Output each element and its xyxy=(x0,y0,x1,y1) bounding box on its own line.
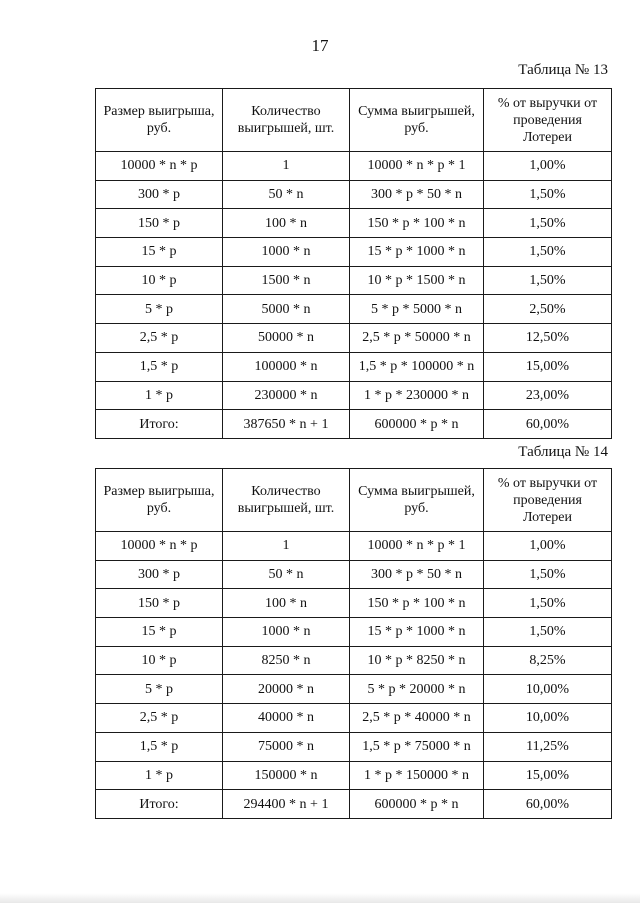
cell-prize-amount: 2,5 * p xyxy=(96,704,223,733)
cell-prize-count: 100 * n xyxy=(223,589,350,618)
table-row xyxy=(96,761,612,790)
header-prize-sum: Сумма выигрышей, руб. xyxy=(350,89,484,152)
cell-prize-sum: 600000 * p * n xyxy=(350,790,484,819)
header-revenue-percent: % от выручки от проведения Лотереи xyxy=(484,89,612,152)
cell-prize-sum: 1,5 * p * 100000 * n xyxy=(350,352,484,381)
table-row xyxy=(96,180,612,209)
cell-revenue-percent: 8,25% xyxy=(484,646,612,675)
cell-revenue-percent: 60,00% xyxy=(484,410,612,439)
cell-revenue-percent: 10,00% xyxy=(484,704,612,733)
cell-prize-amount: 2,5 * p xyxy=(96,324,223,353)
cell-prize-count: 8250 * n xyxy=(223,646,350,675)
cell-prize-sum: 2,5 * p * 40000 * n xyxy=(350,704,484,733)
cell-prize-sum: 10 * p * 8250 * n xyxy=(350,646,484,675)
cell-revenue-percent: 60,00% xyxy=(484,790,612,819)
cell-prize-sum: 10000 * n * p * 1 xyxy=(350,532,484,561)
table-row xyxy=(96,352,612,381)
cell-prize-amount: 1,5 * p xyxy=(96,732,223,761)
table-total-row xyxy=(96,410,612,439)
cell-revenue-percent: 23,00% xyxy=(484,381,612,410)
cell-revenue-percent: 15,00% xyxy=(484,761,612,790)
cell-prize-count: 20000 * n xyxy=(223,675,350,704)
cell-prize-sum: 10 * p * 1500 * n xyxy=(350,266,484,295)
cell-prize-sum: 15 * p * 1000 * n xyxy=(350,618,484,647)
cell-prize-sum: 150 * p * 100 * n xyxy=(350,589,484,618)
cell-revenue-percent: 1,50% xyxy=(484,560,612,589)
cell-prize-amount: 15 * p xyxy=(96,238,223,267)
cell-prize-sum: 300 * p * 50 * n xyxy=(350,560,484,589)
table-row xyxy=(96,266,612,295)
cell-revenue-percent: 1,00% xyxy=(484,152,612,181)
header-prize-amount: Размер выигрыша, руб. xyxy=(96,89,223,152)
cell-prize-amount: 10 * p xyxy=(96,266,223,295)
table-total-row xyxy=(96,790,612,819)
cell-prize-count: 1500 * n xyxy=(223,266,350,295)
cell-prize-amount: 5 * p xyxy=(96,295,223,324)
cell-prize-count: 387650 * n + 1 xyxy=(223,410,350,439)
cell-prize-sum: 10000 * n * p * 1 xyxy=(350,152,484,181)
cell-prize-sum: 15 * p * 1000 * n xyxy=(350,238,484,267)
cell-prize-count: 230000 * n xyxy=(223,381,350,410)
cell-prize-count: 50000 * n xyxy=(223,324,350,353)
cell-prize-count: 1000 * n xyxy=(223,618,350,647)
cell-prize-sum: 5 * p * 5000 * n xyxy=(350,295,484,324)
cell-revenue-percent: 15,00% xyxy=(484,352,612,381)
table-row xyxy=(96,238,612,267)
cell-revenue-percent: 1,50% xyxy=(484,589,612,618)
cell-prize-sum: 1 * p * 150000 * n xyxy=(350,761,484,790)
cell-prize-amount: 10000 * n * p xyxy=(96,152,223,181)
table-13-caption: Таблица № 13 xyxy=(518,62,608,78)
cell-prize-count: 1 xyxy=(223,152,350,181)
prize-table-14 xyxy=(95,468,612,819)
cell-revenue-percent: 2,50% xyxy=(484,295,612,324)
page-bottom-edge xyxy=(0,893,640,903)
cell-prize-sum: 1,5 * p * 75000 * n xyxy=(350,732,484,761)
header-prize-count: Количество выигрышей, шт. xyxy=(223,469,350,532)
table-row xyxy=(96,532,612,561)
cell-revenue-percent: 10,00% xyxy=(484,675,612,704)
cell-revenue-percent: 1,50% xyxy=(484,180,612,209)
cell-prize-amount: 1,5 * p xyxy=(96,352,223,381)
table-row xyxy=(96,324,612,353)
table-row xyxy=(96,589,612,618)
cell-prize-amount: 10 * p xyxy=(96,646,223,675)
cell-prize-amount: 150 * p xyxy=(96,209,223,238)
cell-prize-sum: 600000 * p * n xyxy=(350,410,484,439)
table-row xyxy=(96,675,612,704)
cell-prize-amount: 10000 * n * p xyxy=(96,532,223,561)
header-prize-count: Количество выигрышей, шт. xyxy=(223,89,350,152)
table-header-row xyxy=(96,469,612,532)
cell-prize-sum: 1 * p * 230000 * n xyxy=(350,381,484,410)
prize-table-13 xyxy=(95,88,612,439)
cell-prize-count: 100 * n xyxy=(223,209,350,238)
cell-revenue-percent: 1,00% xyxy=(484,532,612,561)
cell-prize-sum: 300 * p * 50 * n xyxy=(350,180,484,209)
header-revenue-percent: % от выручки от проведения Лотереи xyxy=(484,469,612,532)
table-row xyxy=(96,618,612,647)
table-row xyxy=(96,381,612,410)
cell-prize-count: 1000 * n xyxy=(223,238,350,267)
cell-prize-count: 75000 * n xyxy=(223,732,350,761)
cell-prize-count: 5000 * n xyxy=(223,295,350,324)
table-row xyxy=(96,704,612,733)
table-row xyxy=(96,295,612,324)
cell-prize-count: 50 * n xyxy=(223,560,350,589)
cell-revenue-percent: 1,50% xyxy=(484,238,612,267)
cell-prize-count: 40000 * n xyxy=(223,704,350,733)
cell-prize-amount: 300 * p xyxy=(96,560,223,589)
cell-revenue-percent: 1,50% xyxy=(484,618,612,647)
cell-prize-amount: Итого: xyxy=(96,410,223,439)
cell-prize-amount: 300 * p xyxy=(96,180,223,209)
table-row xyxy=(96,152,612,181)
cell-prize-sum: 2,5 * p * 50000 * n xyxy=(350,324,484,353)
header-prize-sum: Сумма выигрышей, руб. xyxy=(350,469,484,532)
cell-prize-amount: 150 * p xyxy=(96,589,223,618)
table-header-row xyxy=(96,89,612,152)
cell-revenue-percent: 11,25% xyxy=(484,732,612,761)
cell-revenue-percent: 1,50% xyxy=(484,266,612,295)
cell-revenue-percent: 12,50% xyxy=(484,324,612,353)
header-prize-amount: Размер выигрыша, руб. xyxy=(96,469,223,532)
cell-prize-count: 100000 * n xyxy=(223,352,350,381)
cell-prize-count: 150000 * n xyxy=(223,761,350,790)
cell-prize-sum: 150 * p * 100 * n xyxy=(350,209,484,238)
cell-prize-sum: 5 * p * 20000 * n xyxy=(350,675,484,704)
cell-prize-amount: 1 * p xyxy=(96,381,223,410)
cell-prize-count: 294400 * n + 1 xyxy=(223,790,350,819)
cell-prize-amount: Итого: xyxy=(96,790,223,819)
table-14-caption: Таблица № 14 xyxy=(518,444,608,460)
table-row xyxy=(96,560,612,589)
cell-revenue-percent: 1,50% xyxy=(484,209,612,238)
cell-prize-amount: 5 * p xyxy=(96,675,223,704)
cell-prize-amount: 15 * p xyxy=(96,618,223,647)
table-row xyxy=(96,732,612,761)
cell-prize-amount: 1 * p xyxy=(96,761,223,790)
page-number: 17 xyxy=(311,36,329,55)
cell-prize-count: 50 * n xyxy=(223,180,350,209)
table-row xyxy=(96,209,612,238)
cell-prize-count: 1 xyxy=(223,532,350,561)
table-row xyxy=(96,646,612,675)
